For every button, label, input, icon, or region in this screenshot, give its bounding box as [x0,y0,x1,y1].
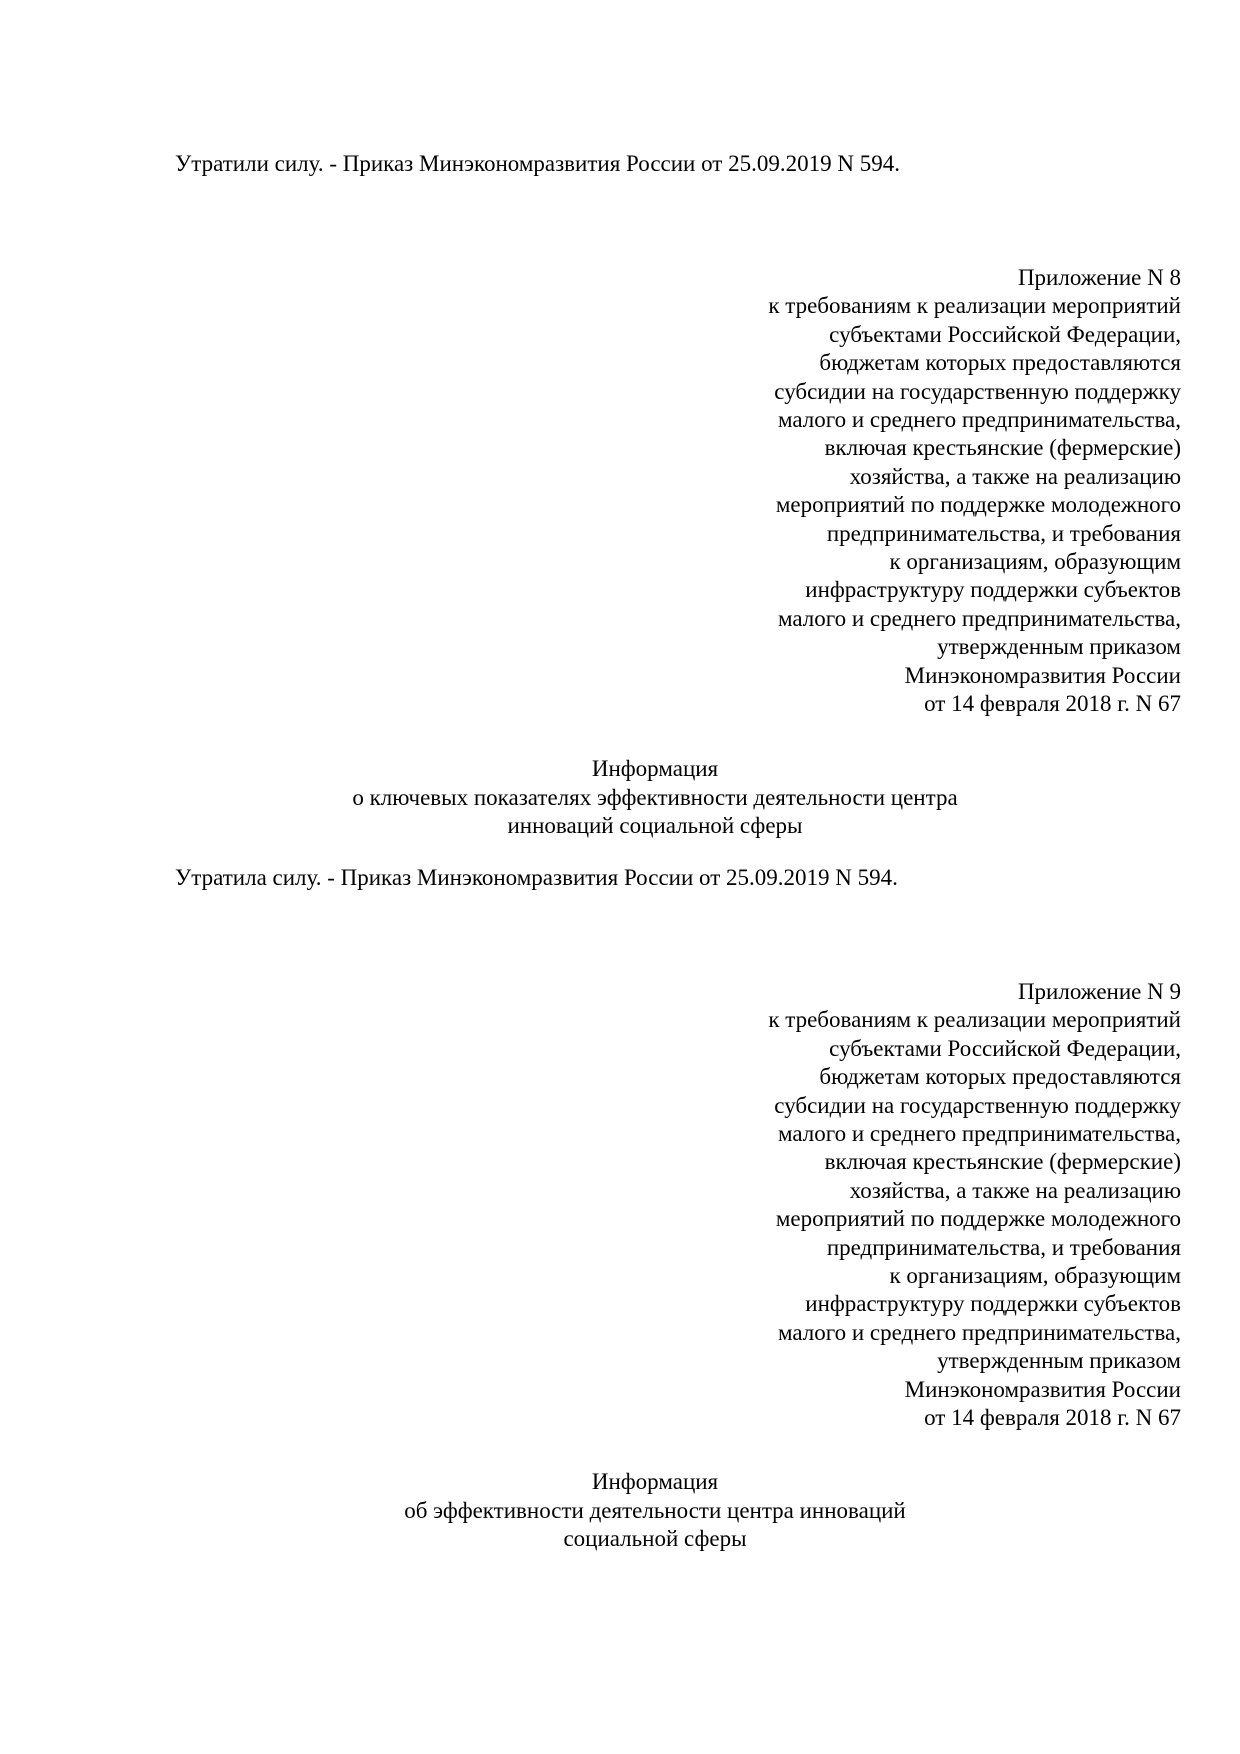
appendix-8-line: утвержденным приказом [937,634,1181,660]
info-8-subtitle-line: о ключевых показателях эффективности деятельности центра [352,784,958,810]
info-9-heading [270,1468,1040,1554]
appendix-9-line: субъектами Российской Федерации, [829,1035,1181,1061]
appendix-9-line: предпринимательства, и требования [826,1234,1181,1260]
appendix-8-line: инфраструктуру поддержки субъектов [805,577,1181,603]
appendix-9-line: от 14 февраля 2018 г. N 67 [924,1405,1181,1431]
appendix-8-line: мероприятий по поддержке молодежного [775,492,1181,518]
appendix-8-line: малого и среднего предпринимательства, [777,605,1181,631]
appendix-8-line: к требованиям к реализации мероприятий [768,293,1181,319]
info-8-title: Информация [591,756,719,781]
appendix-9-title: Приложение N 9 [1017,979,1181,1004]
repeal-note-second: Утратила силу. - Приказ Минэкономразвития России от 25.09.2019 N 594. [175,865,898,890]
info-9-subtitle-line: об эффективности деятельности центра инноваций [404,1497,906,1523]
appendix-8-line: хозяйства, а также на реализацию [849,463,1181,489]
appendix-9-line: субсидии на государственную поддержку [774,1092,1181,1118]
appendix-9-line: включая крестьянские (фермерские) [824,1149,1181,1175]
appendix-9-line: утвержденным приказом [937,1348,1181,1374]
appendix-9-line: хозяйства, а также на реализацию [849,1177,1181,1203]
appendix-9-line: к организациям, образующим [889,1263,1181,1289]
appendix-8-header [581,264,1181,719]
appendix-8-line: от 14 февраля 2018 г. N 67 [924,691,1181,717]
appendix-8-line: Минэкономразвития России [904,662,1181,688]
appendix-8-line: субъектами Российской Федерации, [829,321,1181,347]
appendix-9-line: малого и среднего предпринимательства, [777,1319,1181,1345]
appendix-8-line: субсидии на государственную поддержку [774,378,1181,404]
appendix-9-line: мероприятий по поддержке молодежного [775,1206,1181,1232]
info-8-subtitle-line: инноваций социальной сферы [507,813,803,838]
info-9-title: Информация [591,1469,719,1494]
info-9-subtitle-line: социальной сферы [563,1526,747,1551]
repeal-note-first: Утратили силу. - Приказ Минэкономразвития России от 25.09.2019 N 594. [175,151,900,176]
info-8-heading [270,755,1040,841]
appendix-8-title: Приложение N 8 [1017,265,1181,290]
appendix-9-line: малого и среднего предпринимательства, [777,1121,1181,1147]
appendix-9-line: бюджетам которых предоставляются [819,1064,1181,1090]
appendix-8-line: предпринимательства, и требования [826,520,1181,546]
appendix-9-line: Минэкономразвития России [904,1376,1181,1402]
appendix-8-line: малого и среднего предпринимательства, [777,407,1181,433]
appendix-9-line: инфраструктуру поддержки субъектов [805,1291,1181,1317]
appendix-8-line: включая крестьянские (фермерские) [824,435,1181,461]
appendix-9-line: к требованиям к реализации мероприятий [768,1007,1181,1033]
appendix-8-line: бюджетам которых предоставляются [819,350,1181,376]
appendix-9-header [581,978,1181,1433]
appendix-8-line: к организациям, образующим [889,549,1181,575]
